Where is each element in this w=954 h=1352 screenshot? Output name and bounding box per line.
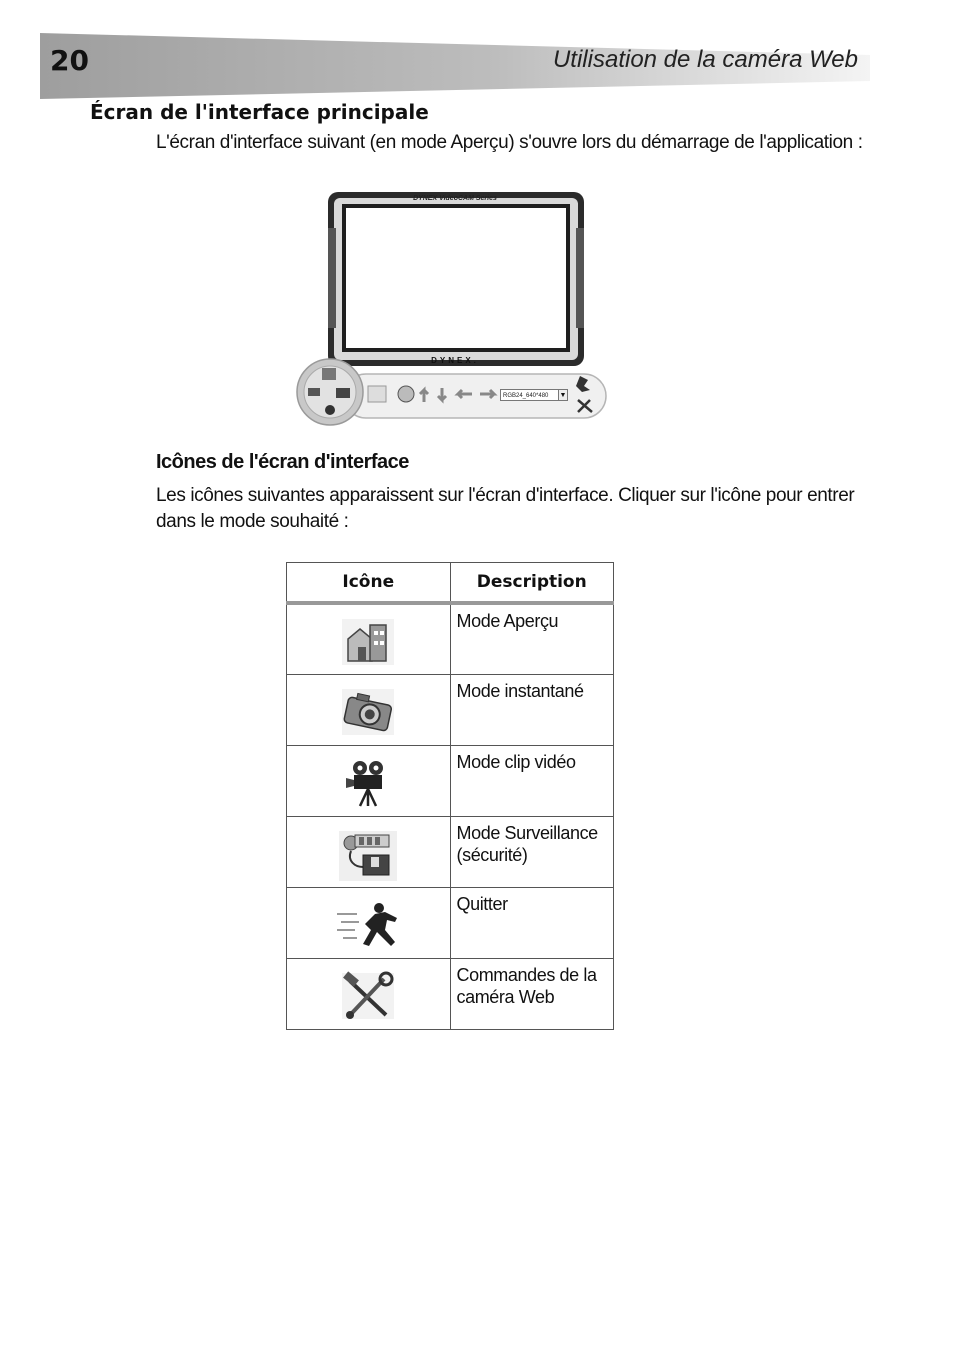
description-video-clip-mode: Mode clip vidéo bbox=[450, 745, 614, 816]
table-row bbox=[287, 887, 614, 958]
column-header-description: Description bbox=[450, 563, 614, 604]
icon-cell bbox=[287, 745, 451, 816]
description-surveillance-mode: Mode Surveillance (sécurité) bbox=[450, 816, 614, 887]
icons-section-title: Icônes de l'écran d'interface bbox=[156, 451, 409, 473]
description-webcam-controls: Commandes de la caméra Web bbox=[450, 958, 614, 1029]
description-preview-mode: Mode Aperçu bbox=[450, 603, 614, 674]
preview-mode-icon bbox=[340, 617, 396, 667]
icon-cell bbox=[287, 816, 451, 887]
running-title: Utilisation de la caméra Web bbox=[552, 46, 858, 73]
app-brand-logo: DYNEX. bbox=[431, 356, 479, 365]
icon-cell bbox=[287, 674, 451, 745]
icon-table bbox=[286, 562, 614, 1030]
icon-cell bbox=[287, 958, 451, 1029]
table-row bbox=[287, 603, 614, 674]
intro-paragraph: L'écran d'interface suivant (en mode Aperçu) s'ouvre lors du démarrage de l'application : bbox=[156, 132, 863, 153]
description-snapshot-mode: Mode instantané bbox=[450, 674, 614, 745]
camera-icon bbox=[340, 687, 396, 737]
icon-cell bbox=[287, 887, 451, 958]
surveillance-icon bbox=[337, 829, 399, 883]
table-row bbox=[287, 674, 614, 745]
icons-section-text: Les icônes suivantes apparaissent sur l'écran d'interface. Cliquer sur l'icône pour entrer dans le mode souhaité : bbox=[156, 485, 855, 532]
movie-camera-icon bbox=[340, 758, 396, 808]
table-row bbox=[287, 958, 614, 1029]
dropdown-arrow-icon[interactable]: ▼ bbox=[558, 389, 568, 401]
app-series-label: DYNEX VideoCAM Series bbox=[413, 195, 497, 202]
table-row bbox=[287, 816, 614, 887]
tools-icon bbox=[340, 971, 396, 1021]
table-row bbox=[287, 745, 614, 816]
page-number: 20 bbox=[50, 44, 89, 77]
description-quit: Quitter bbox=[450, 887, 614, 958]
column-header-icon: Icône bbox=[287, 563, 451, 604]
icon-cell bbox=[287, 603, 451, 674]
table-header-row bbox=[287, 563, 614, 604]
resolution-select[interactable]: RGB24_640*480 bbox=[500, 389, 560, 401]
section-title: Écran de l'interface principale bbox=[90, 100, 429, 124]
running-man-icon bbox=[335, 900, 401, 952]
